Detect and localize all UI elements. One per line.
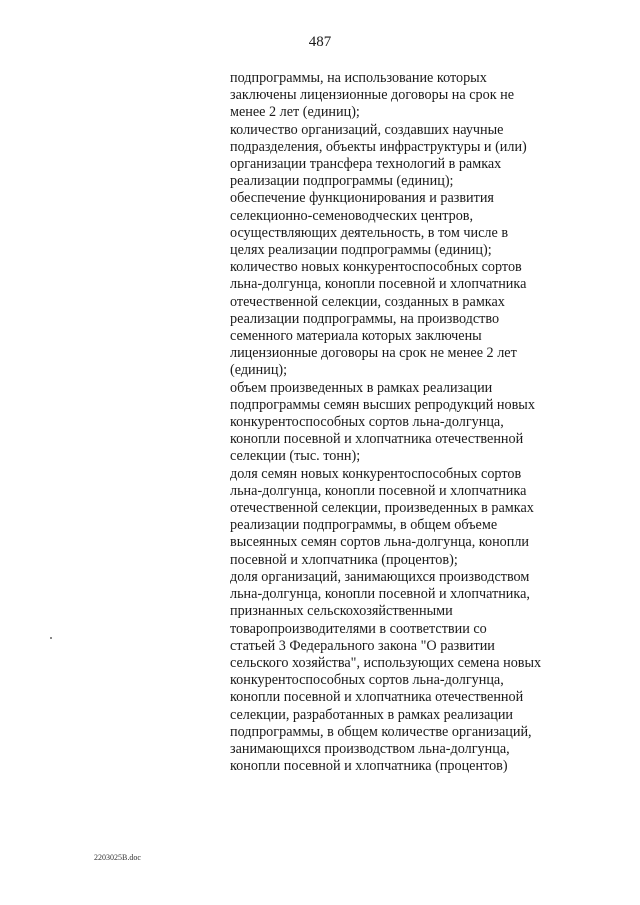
text-line: конопли посевной и хлопчатника отечественной [230, 431, 524, 448]
text-line: количество организаций, создавших научные [230, 121, 504, 138]
text-line: отечественной селекции, произведенных в рамках [230, 500, 534, 517]
text-line: доля организаций, занимающихся производством [230, 568, 530, 585]
text-line: селекции, разработанных в рамках реализации [230, 706, 514, 723]
text-line: занимающихся производством льна-долгунца, [230, 740, 510, 757]
text-line: объем произведенных в рамках реализации [230, 379, 493, 396]
footer-filename: 2203025В.doc [94, 853, 141, 862]
text-line: семенного материала которых заключены [230, 328, 482, 345]
text-line: подразделения, объекты инфраструктуры и (или) [230, 138, 527, 155]
text-line: менее 2 лет (единиц); [230, 104, 360, 121]
margin-mark [50, 637, 52, 639]
body-text [230, 70, 570, 775]
text-line: льна-долгунца, конопли посевной и хлопчатника [230, 482, 527, 499]
text-line: конопли посевной и хлопчатника отечественной [230, 689, 524, 706]
text-line: реализации подпрограммы, на производство [230, 310, 500, 327]
text-line: лицензионные договоры на срок не менее 2 лет [230, 345, 517, 362]
text-line: реализации подпрограммы, в общем объеме [230, 517, 498, 534]
text-line: сельского хозяйства", использующих семена новых [230, 654, 542, 671]
text-line: (единиц); [230, 362, 288, 379]
text-line: льна-долгунца, конопли посевной и хлопчатника [230, 276, 527, 293]
text-line: конкурентоспособных сортов льна-долгунца, [230, 414, 504, 431]
text-line: селекции (тыс. тонн); [230, 448, 361, 465]
text-line: подпрограммы, в общем количестве организаций, [230, 723, 532, 740]
text-line: заключены лицензионные договоры на срок не [230, 87, 515, 104]
text-line: статьей 3 Федерального закона "О развитии [230, 637, 495, 654]
text-line: обеспечение функционирования и развития [230, 190, 494, 207]
text-line: конопли посевной и хлопчатника (процентов) [230, 758, 508, 775]
text-line: посевной и хлопчатника (процентов); [230, 551, 458, 568]
text-line: льна-долгунца, конопли посевной и хлопчатника, [230, 586, 530, 603]
page-number: 487 [308, 34, 332, 50]
text-line: селекционно-семеноводческих центров, [230, 207, 474, 224]
text-line: высеянных семян сортов льна-долгунца, конопли [230, 534, 530, 551]
text-line: товаропроизводителями в соответствии со [230, 620, 487, 637]
text-line: реализации подпрограммы (единиц); [230, 173, 454, 190]
text-line: доля семян новых конкурентоспособных сортов [230, 465, 522, 482]
text-line: отечественной селекции, созданных в рамках [230, 293, 505, 310]
text-line: подпрограммы семян высших репродукций новых [230, 396, 535, 413]
text-line: целях реализации подпрограммы (единиц); [230, 242, 492, 259]
text-line: конкурентоспособных сортов льна-долгунца, [230, 672, 504, 689]
text-line: осуществляющих деятельность, в том числе в [230, 224, 509, 241]
text-line: признанных сельскохозяйственными [230, 603, 453, 620]
text-line: количество новых конкурентоспособных сортов [230, 259, 522, 276]
text-line: подпрограммы, на использование которых [230, 70, 487, 86]
text-line: организации трансфера технологий в рамках [230, 156, 502, 173]
